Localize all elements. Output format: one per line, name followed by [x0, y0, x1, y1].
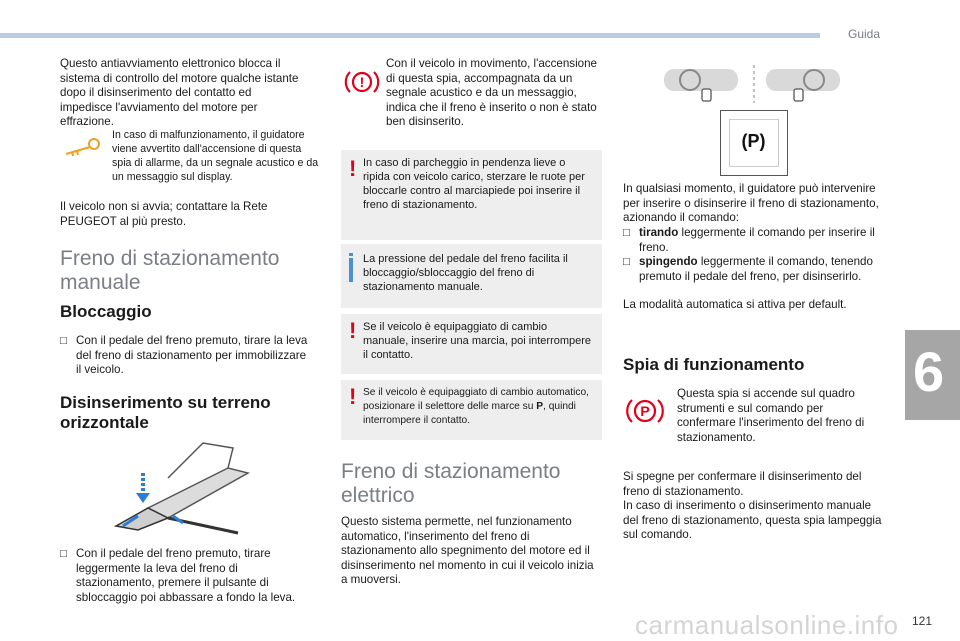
moving-warning-text: Con il veicolo in movimento, l'accensione di questa spia, accompagnata da un segnale acustico e da un messaggio, indica che il freno è inserito o non è stato ben disinserito.: [386, 57, 598, 129]
flat-release-title: Disinserimento su terreno orizzontale: [60, 393, 271, 432]
steering-wheels-illustration: [662, 63, 842, 105]
locking-step-text: Con il pedale del freno premuto, tirare la leva del freno di stazionamento per immobilizzare il veicolo.: [76, 334, 308, 377]
warning-mark-icon: !: [349, 156, 357, 181]
info-mark-icon: [349, 258, 353, 282]
parking-brake-switch-icon: [720, 110, 788, 176]
auto-gearbox-note-text: Se il veicolo è equipaggiato di cambio automatico, posizionare il selettore delle marce su P, quindi interrompere il contatto.: [363, 387, 589, 426]
chapter-number: 6: [913, 340, 945, 403]
warning-mark-icon: !: [349, 318, 357, 343]
header-accent-bar: [0, 33, 820, 38]
svg-text:!: !: [359, 74, 365, 90]
slope-note-text: In caso di parcheggio in pendenza lieve o ripida con veicolo carico, sterzare le ruote per bloccarle contro al marciapiede poi inserire il freno di stazionamento.: [363, 157, 585, 211]
step-bullet-icon: □: [60, 334, 68, 347]
electric-brake-title: Freno di stazionamento elettrico: [341, 460, 561, 507]
slope-note-box: [341, 150, 602, 240]
anytime-text: In qualsiasi momento, il guidatore può intervenire per inserire o disinserire il freno di stazionamento, azionando il comando:: [623, 182, 879, 225]
lamp-title: Spia di funzionamento: [623, 355, 805, 374]
parking-symbol-label: (P): [741, 131, 766, 151]
manual-gearbox-note-box: [341, 314, 602, 374]
lamp-off-text: Si spegne per confermare il disinserimento del freno di stazionamento. In caso di inserimento o disinserimento manuale del freno di stazionamento, questa spia lampeggia sul comando.: [623, 470, 882, 542]
flat-release-step: [60, 547, 315, 605]
immobilizer-intro: Questo antiavviamento elettronico blocca il sistema di controllo del motore qualche istante dopo il disinserimento del contatto ed impedisce l'avviamento del motore per effrazione.: [60, 57, 299, 129]
default-mode-text: La modalità automatica si attiva per default.: [623, 298, 847, 311]
key-warning-icon: [60, 137, 102, 159]
parking-lamp-icon: [625, 396, 665, 426]
watermark: carmanualsonline.info: [635, 610, 899, 640]
flat-release-step-text: Con il pedale del freno premuto, tirare leggermente la leva del freno di stazionamento, premere il pulsante di sbloccaggio poi abbassare a fondo la leva.: [76, 547, 296, 604]
lamp-desc-text: Questa spia si accende sul quadro strumenti e sul comando per confermare l'inserimento del freno di stazionamento.: [677, 387, 865, 444]
chapter-tab: [905, 330, 960, 420]
auto-gearbox-note-box: [341, 380, 602, 440]
electric-intro-text: Questo sistema permette, nel funzionamento automatico, l'inserimento del freno di stazionamento allo spegnimento del motore ed il disinserimento nel momento in cui il veicolo inizia a muoversi.: [341, 515, 594, 587]
pedal-note-box: [341, 244, 602, 308]
warning-mark-icon: !: [349, 384, 357, 409]
manual-gearbox-note-text: Se il veicolo è equipaggiato di cambio manuale, inserire una marcia, poi interrompere il contatto.: [363, 321, 592, 361]
manual-brake-title: Freno di stazionamento manuale: [60, 247, 280, 294]
section-header: Guida: [848, 27, 881, 41]
locking-step: [60, 334, 310, 378]
step-bullet-icon: □: [623, 226, 631, 239]
pedal-note-text: La pressione del pedale del freno facilita il bloccaggio/sbloccaggio del freno di stazionamento manuale.: [363, 253, 568, 293]
handbrake-illustration: [108, 438, 258, 538]
brake-warning-lamp-icon: [342, 67, 382, 97]
pull-step: □ tirando leggermente il comando per inserire il freno.: [623, 226, 875, 254]
push-step: □ spingendo leggermente il comando, tenendo premuto il pedale del freno, per disinserirlo.: [623, 255, 873, 283]
locking-title: Bloccaggio: [60, 302, 152, 321]
step-bullet-icon: □: [623, 255, 631, 268]
step-bullet-icon: □: [60, 547, 68, 560]
page-number: 121: [912, 614, 933, 628]
no-start-text: Il veicolo non si avvia; contattare la Rete PEUGEOT al più presto.: [60, 200, 268, 228]
malfunction-note: In caso di malfunzionamento, il guidatore viene avvertito dall'accensione di questa spia di allarme, da un segnale acustico e da un messaggio sul display.: [112, 129, 319, 183]
svg-text:P: P: [640, 403, 650, 419]
